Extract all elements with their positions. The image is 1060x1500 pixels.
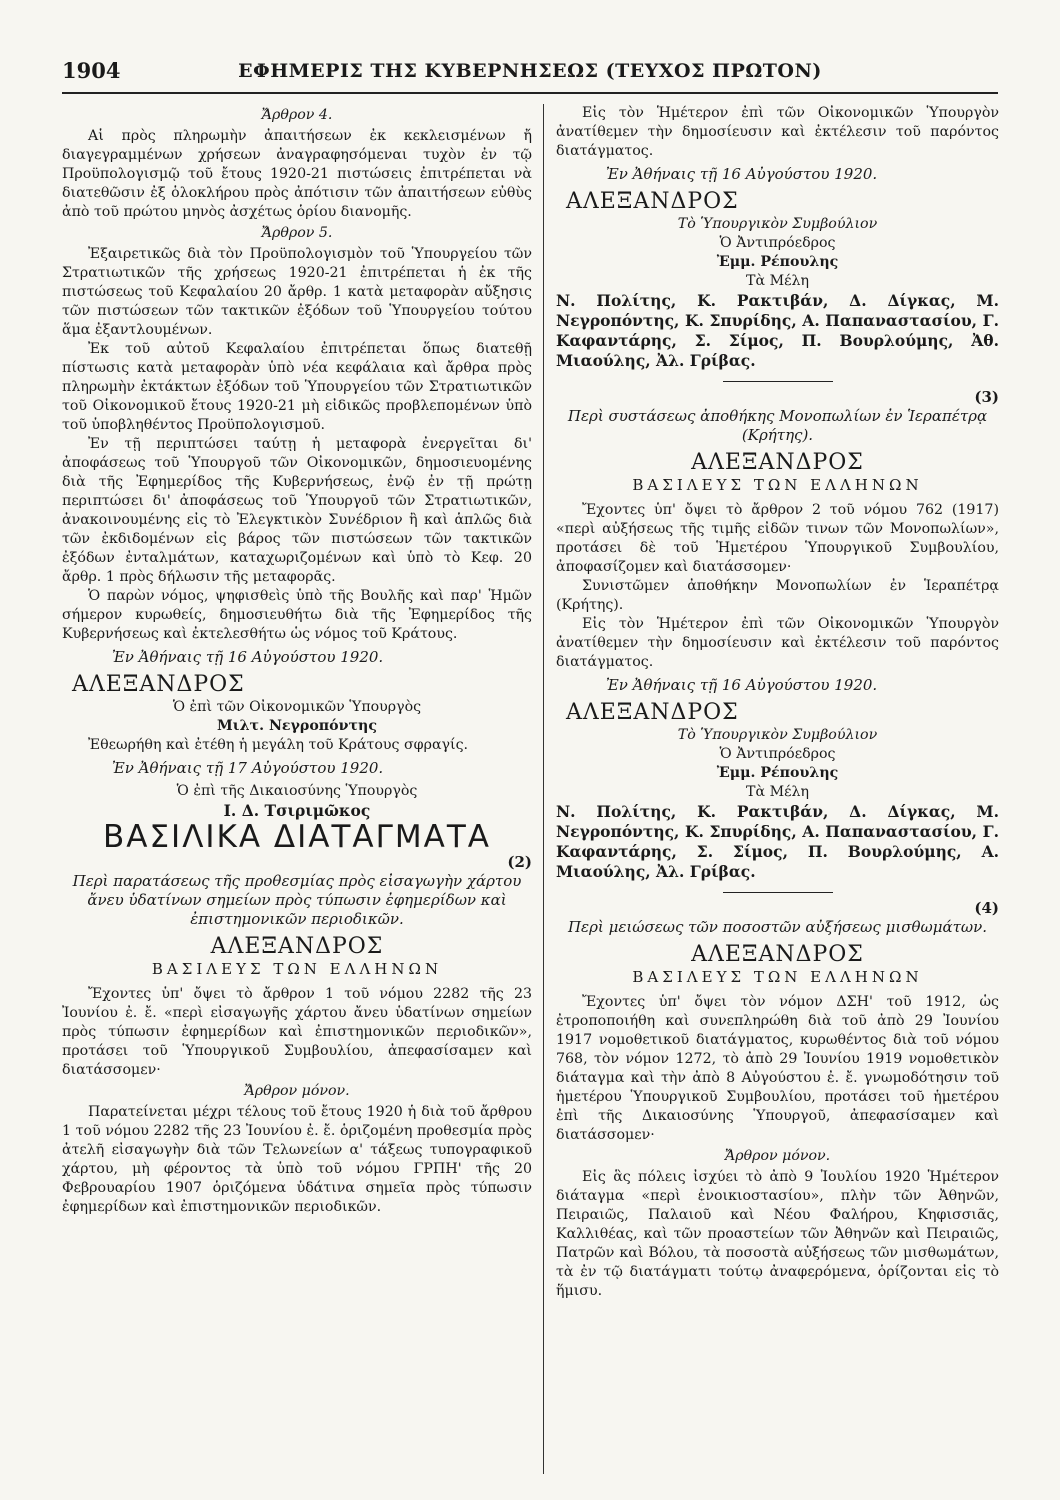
decree-preamble: Ἔχοντες ὑπ' ὄψει τὸ ἄρθρον 2 τοῦ νόμου 762 (1917) «περὶ αὐξήσεως τῆς τιμῆς εἰδῶν τινων τῶν Μονοπωλίων», προτάσει δὲ τοῦ Ἡμετέρου Ὑπουργικοῦ Συμβουλίου, ἀποφασίζομεν καὶ διατάσσομεν· [556, 502, 999, 575]
king-title: ΒΑΣΙΛΕΥΣ ΤΩΝ ΕΛΛΗΝΩΝ [632, 476, 923, 494]
decree-article-text: Εἰς ἃς πόλεις ἰσχύει τὸ ἀπὸ 9 Ἰουλίου 1920 Ἡμέτερον διάταγμα «περὶ ἐνοικιοστασίου», πλὴν τῶν Ἀθηνῶν, Πειραιῶς, Παλαιοῦ καὶ Νέου Φαλήρου, Κηφισσιᾶς, Καλλιθέας, καὶ τῶν προαστείων τῶν Ἀθηνῶν καὶ Πειραιῶς, Πατρῶν καὶ Βόλου, τὰ ποσοστὰ αὐξήσεως τῶν μισθωμάτων, τὰ ἐν τῷ διατάγματι τούτῳ ἀναφερόμενα, ὁρίζονται εἰς τὸ ἥμισυ. [556, 1169, 999, 1299]
council-heading: Τὸ Ὑπουργικὸν Συμβούλιον [677, 216, 878, 232]
vice-president-role: Ὁ Ἀντιπρόεδρος [719, 235, 836, 251]
article-5-paragraph: Ἐν τῇ περιπτώσει ταύτῃ ἡ μεταφορὰ ἐνεργεῖται δι' ἀποφάσεως τοῦ Ὑπουργοῦ τῶν Οἰκονομικῶν, δημοσιευομένης διὰ τῆς Ἐφημερίδος τῆς Κυβερνήσεως, ἐνῷ ἐν τῇ πρώτῃ περιπτώσει δι' ἀποφάσεως τοῦ Ὑπουργοῦ τῶν Στρατιωτικῶν, ἀνακοινουμένης εἰς τὸ Ἐλεγκτικὸν Συνέδριον ἢ καὶ ἁπλῶς διὰ τῶν ἐκδιδομένων εἰς βάρος τῶν πιστώσεων τῶν τακτικῶν ἐξόδων ἐνταλμάτων, καταχωριζομένων καὶ ὑπὸ τὸ Κεφ. 20 ἄρθρ. 1 πρὸς δήλωσιν τῆς μεταφορᾶς. [62, 436, 532, 585]
column-divider [543, 104, 544, 1474]
law-enactment-text: Ὁ παρὼν νόμος, ψηφισθεὶς ὑπὸ τῆς Βουλῆς καὶ παρ' Ἡμῶν σήμερον κυρωθείς, δημοσιευθήτω διὰ τῆς Ἐφημερίδος τῆς Κυβερνήσεως καὶ ἐκτελεσθήτω ὡς νόμος τοῦ Κράτους. [62, 588, 532, 642]
decree-preamble: Ἔχοντες ὑπ' ὄψει τὸ ἄρθρον 1 τοῦ νόμου 2282 τῆς 23 Ἰουνίου ἐ. ἔ. «περὶ εἰσαγωγῆς χάρτου ἄνευ ὑδατίνων σημείων πρὸς τύπωσιν ἐφημερίδων καὶ ἐπιστημονικῶν περιοδικῶν», προτάσει τοῦ Ὑπουργικοῦ Συμβουλίου, ἀπεφασίσαμεν καὶ διατάσσομεν· [62, 986, 532, 1078]
decree-execution-text: Εἰς τὸν Ἡμέτερον ἐπὶ τῶν Οἰκονομικῶν Ὑπουργὸν ἀνατίθεμεν τὴν δημοσίευσιν καὶ ἐκτέλεσιν τοῦ παρόντος διατάγματος. [556, 616, 999, 670]
minister-role: Ὁ ἐπὶ τῆς Δικαιοσύνης Ὑπουργὸς [176, 783, 418, 799]
king-title: ΒΑΣΙΛΕΥΣ ΤΩΝ ΕΛΛΗΝΩΝ [632, 968, 923, 986]
decree-number: (2) [507, 853, 532, 871]
seal-date: Ἐν Ἀθήναις τῇ 17 Αὐγούστου 1920. [112, 759, 384, 777]
header-rule [62, 92, 998, 94]
section-banner: ΒΑΣΙΛΙΚΑ ΔΙΑΤΑΓΜΑΤΑ [102, 819, 491, 855]
seal-statement: Ἐθεωρήθη καὶ ἐτέθη ἡ μεγάλη τοῦ Κράτους σφραγίς. [88, 737, 469, 753]
members-list: Ν. Πολίτης, Κ. Ρακτιβάν, Δ. Δίγκας, Μ. Νεγροπόντης, Κ. Σπυρίδης, Α. Παπαναστασίου, Γ. Καφαντάρης, Σ. Σίμος, Π. Βουρλούμης, Α. Μιαούλης, Ἀλ. Γρίβας. [556, 802, 999, 881]
decree-subject: Περὶ μειώσεως τῶν ποσοστῶν αὐξήσεως μισθωμάτων. [567, 918, 988, 936]
minister-name: Μιλτ. Νεγροπόντης [217, 718, 377, 734]
article-5-title: Ἄρθρον 5. [261, 225, 333, 241]
vice-president-name: Ἐμμ. Ρέπουλης [716, 254, 839, 270]
king-signature: ΑΛΕΞΑΝΔΡΟΣ [566, 700, 739, 725]
gazette-title: ΕΦΗΜΕΡΙΣ ΤΗΣ ΚΥΒΕΡΝΗΣΕΩΣ (ΤΕΥΧΟΣ ΠΡΩΤΟΝ) [238, 60, 822, 82]
article-4-title: Ἄρθρον 4. [261, 107, 333, 123]
king-name: ΑΛΕΞΑΝΔΡΟΣ [691, 450, 864, 475]
vice-president-name: Ἐμμ. Ρέπουλης [716, 765, 839, 781]
king-signature: ΑΛΕΞΑΝΔΡΟΣ [566, 189, 739, 214]
vice-president-role: Ὁ Ἀντιπρόεδρος [719, 746, 836, 762]
page-number: 1904 [62, 58, 121, 83]
decree-subject: Περὶ συστάσεως ἀποθήκης Μονοπωλίων ἐν Ἱεραπέτρᾳ (Κρήτης). [567, 407, 988, 444]
minister-role: Ὁ ἐπὶ τῶν Οἰκονομικῶν Ὑπουργὸς [172, 699, 422, 715]
king-name: ΑΛΕΞΑΝΔΡΟΣ [691, 942, 864, 967]
page-header [62, 58, 998, 98]
members-label: Τὰ Μέλη [746, 784, 809, 800]
decree-number: (3) [974, 388, 999, 406]
king-signature: ΑΛΕΞΑΝΔΡΟΣ [72, 672, 245, 697]
article-5-paragraph: Ἐξαιρετικῶς διὰ τὸν Προϋπολογισμὸν τοῦ Ὑπουργείου τῶν Στρατιωτικῶν τῆς χρήσεως 1920-21 ἐπιτρέπεται ἡ ἐκ τῆς πιστώσεως τοῦ Κεφαλαίου 20 ἄρθρ. 1 κατὰ μεταφορὰν αὔξησις τῶν πιστώσεων τῶν τακτικῶν ἐξόδων τοῦ Ὑπουργείου τούτου ἅμα ἐξαντλουμένων. [62, 246, 532, 338]
decree-subject: Περὶ παρατάσεως τῆς προθεσμίας πρὸς εἰσαγωγὴν χάρτου ἄνευ ὑδατίνων σημείων πρὸς τύπωσιν ἐφημερίδων καὶ ἐπιστημονικῶν περιοδικῶν. [72, 872, 522, 928]
article-4-text: Αἱ πρὸς πληρωμὴν ἀπαιτήσεων ἐκ κεκλεισμένων ἤ διαγεγραμμένων χρήσεων ἀναγραφησόμεναι τυχὸν ἐν τῷ Προϋπολογισμῷ τοῦ ἔτους 1920-21 πιστώσεις ἐπιτρέπεται νὰ διατεθῶσιν ἐξ ὁλοκλήρου πρὸς ἀπότισιν τῶν ἀπαιτήσεων εὐθὺς ἀπὸ τοῦ πρώτου μηνὸς ἀσχέτως ὁρίου διανομῆς. [62, 128, 532, 220]
signing-date: Ἐν Ἀθήναις τῇ 16 Αὐγούστου 1920. [606, 676, 878, 694]
left-column [62, 104, 532, 1217]
members-label: Τὰ Μέλη [746, 273, 809, 289]
decree-number: (4) [974, 899, 999, 917]
decree-article-title: Ἄρθρον μόνον. [244, 1083, 350, 1099]
members-list: Ν. Πολίτης, Κ. Ρακτιβάν, Δ. Δίγκας, Μ. Νεγροπόντης, Κ. Σπυρίδης, Α. Παπαναστασίου, Γ. Καφαντάρης, Σ. Σίμος, Π. Βουρλούμης, Ἀθ. Μιαούλης, Ἀλ. Γρίβας. [556, 291, 999, 370]
right-column [556, 104, 999, 1301]
decree-provision: Συνιστῶμεν ἀποθήκην Μονοπωλίων ἐν Ἱεραπέτρᾳ (Κρήτης). [556, 578, 999, 613]
section-divider [723, 892, 833, 893]
minister-name: Ι. Δ. Τσιριμῶκος [223, 801, 371, 820]
king-name: ΑΛΕΞΑΝΔΡΟΣ [210, 934, 384, 959]
article-5-paragraph: Ἐκ τοῦ αὐτοῦ Κεφαλαίου ἐπιτρέπεται ὅπως διατεθῇ πίστωσις κατὰ μεταφορὰν ὑπὸ νέα κεφάλαια καὶ ἄρθρα πρὸς πληρωμὴν ἐκτάκτων ἐξόδων τοῦ Ὑπουργείου τῶν Στρατιωτικῶν τοῦ Οἰκονομικοῦ ἔτους 1920-21 μὴ εἰδικῶς προβλεπομένων ὑπὸ τοῦ ὑποβληθέντος Προϋπολογισμοῦ. [62, 341, 532, 433]
decree-article-text: Παρατείνεται μέχρι τέλους τοῦ ἔτους 1920 ἡ διὰ τοῦ ἄρθρου 1 τοῦ νόμου 2282 τῆς 23 Ἰουνίου ἐ. ἔ. ὁριζομένη προθεσμία πρὸς ἀτελῆ εἰσαγωγὴν διὰ τῶν Τελωνείων α' τάξεως τυπογραφικοῦ χάρτου, μὴ φέροντος τὰ ὑπὸ τοῦ νόμου ΓΡΠΗ' τῆς 20 Φεβρουαρίου 1907 ὁριζόμενα ὑδάτινα σημεῖα πρὸς τύπωσιν ἐφημερίδων καὶ ἐπιστημονικῶν περιοδικῶν. [62, 1104, 532, 1215]
signing-date: Ἐν Ἀθήναις τῇ 16 Αὐγούστου 1920. [112, 648, 384, 666]
decree-preamble: Ἔχοντες ὑπ' ὄψει τὸν νόμον ΔΣΗ' τοῦ 1912, ὡς ἐτροποποιήθη καὶ συνεπληρώθη διὰ τοῦ ἀπὸ 29 Ἰουνίου 1917 νομοθετικοῦ διατάγματος, κυρωθέντος διὰ τοῦ νόμου 768, τὸν νόμον 1272, τὸ ἀπὸ 29 Ἰουνίου 1919 νομοθετικὸν διάταγμα καὶ τὴν ἀπὸ 8 Αὐγούστου ἐ. ἔ. γνωμοδότησιν τοῦ ἡμετέρου Ὑπουργικοῦ Συμβουλίου, προτάσει τοῦ ἡμετέρου ἐπὶ τῆς Δικαιοσύνης Ὑπουργοῦ, ἀπεφασίσαμεν καὶ διατάσσομεν· [556, 994, 999, 1143]
decree-execution-text: Εἰς τὸν Ἡμέτερον ἐπὶ τῶν Οἰκονομικῶν Ὑπουργὸν ἀνατίθεμεν τὴν δημοσίευσιν καὶ ἐκτέλεσιν τοῦ παρόντος διατάγματος. [556, 105, 999, 159]
king-title: ΒΑΣΙΛΕΥΣ ΤΩΝ ΕΛΛΗΝΩΝ [151, 960, 443, 978]
council-heading: Τὸ Ὑπουργικὸν Συμβούλιον [677, 727, 878, 743]
section-divider [723, 381, 833, 382]
decree-article-title: Ἄρθρον μόνον. [724, 1148, 831, 1164]
signing-date: Ἐν Ἀθήναις τῇ 16 Αὐγούστου 1920. [606, 165, 878, 183]
